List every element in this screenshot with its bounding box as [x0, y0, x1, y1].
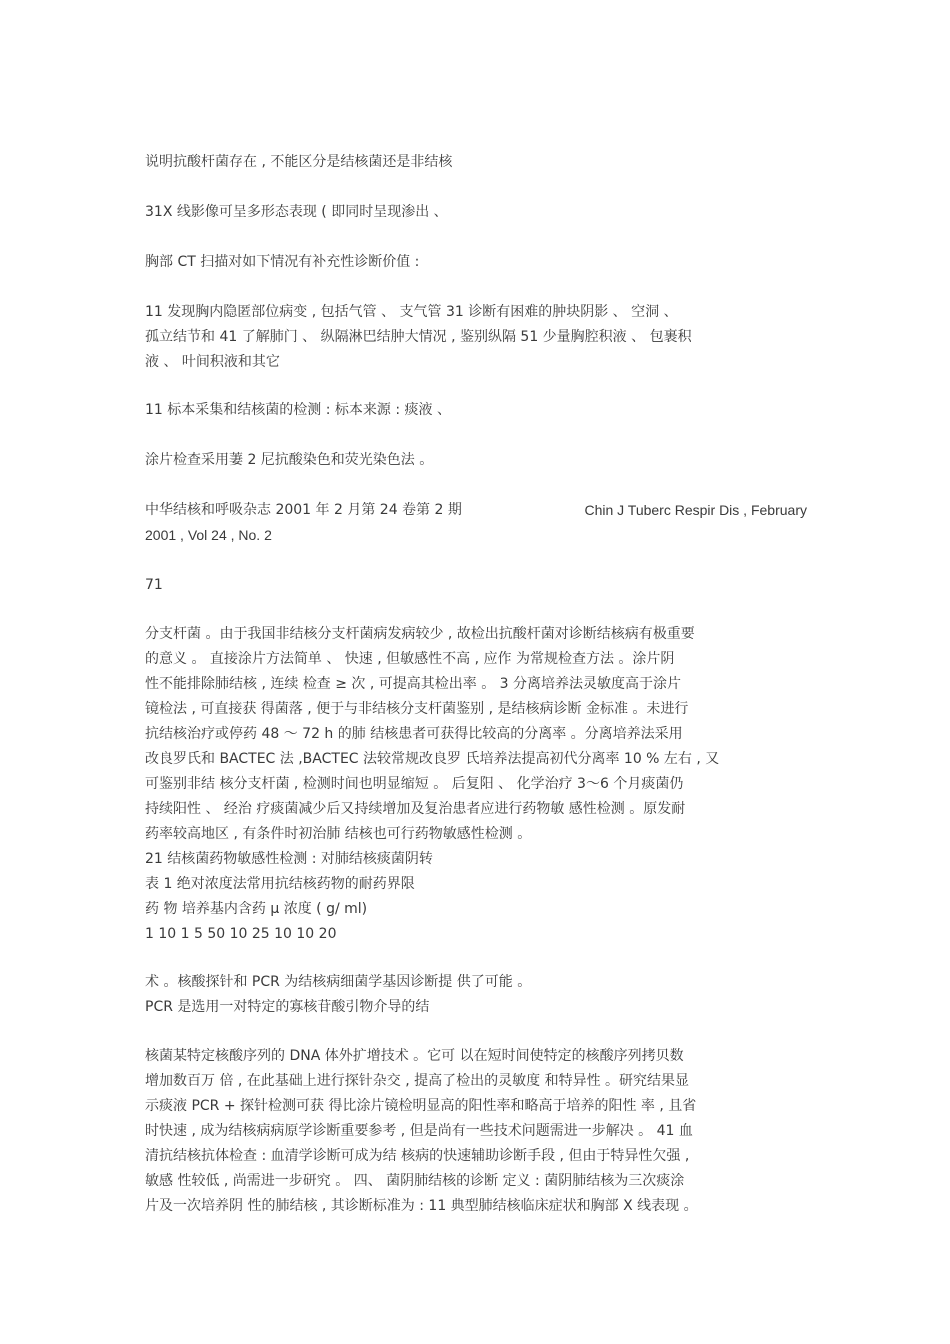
text-line: 孤立结节和 41 了解肺门 、 纵隔淋巴结肿大情况 , 鉴别纵隔 51 少量胸腔积液 、 包裹积 — [145, 329, 692, 345]
paragraph-6 — [145, 448, 807, 473]
text-line: 片及一次培养阴 性的肺结核 , 其诊断标准为 : 11 典型肺结核临床症状和胸部 X 线表现 。 — [145, 1198, 698, 1214]
text-line: 持续阳性 、 经治 疗痰菌减少后又持续增加及复治患者应进行药物敏 感性检测 。原发耐 — [145, 801, 686, 817]
text-line: 11 标本采集和结核菌的检测 : 标本来源 : 痰液 、 — [145, 402, 451, 418]
text-line: 胸部 CT 扫描对如下情况有补充性诊断价值 : — [145, 254, 420, 270]
paragraph-2 — [145, 200, 807, 225]
journal-citation-volume: 2001 , Vol 24 , No. 2 — [145, 527, 272, 543]
journal-citation-english: Chin J Tuberc Respir Dis , February — [584, 502, 807, 518]
text-line: PCR 是选用一对特定的寡核苷酸引物介导的结 — [145, 999, 430, 1015]
text-line: 术 。核酸探针和 PCR 为结核病细菌学基因诊断提 供了可能 。 — [145, 974, 532, 990]
text-line: 清抗结核抗体检查 : 血清学诊断可成为结 核病的快速辅助诊断手段 , 但由于特异性欠强 , — [145, 1148, 690, 1164]
text-line: 31X 线影像可呈多形态表现 ( 即同时呈现渗出 、 — [145, 204, 448, 220]
paragraph-8 — [145, 970, 807, 1020]
paragraph-1 — [145, 150, 807, 175]
paragraph-4 — [145, 300, 807, 375]
text-line: 11 发现胸内隐匿部位病变 , 包括气管 、 支气管 31 诊断有困难的肿块阴影 、 空洞 、 — [145, 304, 678, 320]
page-number — [145, 573, 807, 598]
text-line: 敏感 性较低 , 尚需进一步研究 。 四、 菌阴肺结核的诊断 定义 : 菌阴肺结核为三次痰涂 — [145, 1173, 685, 1189]
text-line: 药率较高地区 , 有条件时初治肺 结核也可行药物敏感性检测 。 — [145, 826, 532, 842]
text-line: 增加数百万 倍 , 在此基础上进行探针杂交 , 提高了检出的灵敏度 和特异性 。研究结果显 — [145, 1073, 690, 1089]
text-line: 改良罗氏和 BACTEC 法 ,BACTEC 法较常规改良罗 氏培养法提高初代分离率 10 % 左右 , 又 — [145, 751, 720, 767]
paragraph-9 — [145, 1044, 807, 1219]
text-line: 21 结核菌药物敏感性检测 : 对肺结核痰菌阴转 — [145, 851, 433, 867]
paragraph-7 — [145, 622, 807, 947]
text-line: 分支杆菌 。由于我国非结核分支杆菌病发病较少 , 故检出抗酸杆菌对诊断结核病有极重要 — [145, 626, 695, 642]
table-values: 1 10 1 5 50 10 25 10 10 20 — [145, 926, 337, 942]
journal-header — [145, 498, 807, 548]
text-line: 说明抗酸杆菌存在 , 不能区分是结核菌还是非结核 — [145, 154, 453, 170]
text-line: 可鉴别非结 核分支杆菌 , 检测时间也明显缩短 。 后复阳 、 化学治疗 3～6 个月痰菌仍 — [145, 776, 684, 792]
text-line: 抗结核治疗或停药 48 ～ 72 h 的肺 结核患者可获得比较高的分离率 。分离培养法采用 — [145, 726, 683, 742]
paragraph-5 — [145, 398, 807, 423]
text-line: 时快速 , 成为结核病病原学诊断重要参考 , 但是尚有一些技术问题需进一步解决 。 41 血 — [145, 1123, 693, 1139]
text-line: 性不能排除肺结核 , 连续 检查 ≥ 次 , 可提高其检出率 。 3 分离培养法灵敏度高于涂片 — [145, 676, 682, 692]
text-line: 镜检法 , 可直接获 得菌落 , 便于与非结核分支杆菌鉴别 , 是结核病诊断 金标准 。未进行 — [145, 701, 689, 717]
text-line: 的意义 。 直接涂片方法简单 、 快速 , 但敏感性不高 , 应作 为常规检查方法 。涂片阴 — [145, 651, 675, 667]
text-line: 涂片检查采用萋 2 尼抗酸染色和荧光染色法 。 — [145, 452, 434, 468]
text-line: 核菌某特定核酸序列的 DNA 体外扩增技术 。它可 以在短时间使特定的核酸序列拷贝数 — [145, 1048, 684, 1064]
table-caption: 表 1 绝对浓度法常用抗结核药物的耐药界限 — [145, 876, 415, 892]
text-line: 液 、 叶间积液和其它 — [145, 354, 280, 370]
journal-citation-line — [145, 498, 807, 523]
journal-citation-chinese: 中华结核和呼吸杂志 2001 年 2 月第 24 卷第 2 期 — [145, 502, 462, 518]
text-line: 示痰液 PCR + 探针检测可获 得比涂片镜检明显高的阳性率和略高于培养的阳性 率 , 且省 — [145, 1098, 697, 1114]
page-number-text: 71 — [145, 577, 163, 593]
table-header: 药 物 培养基内含药 μ 浓度 ( g/ ml) — [145, 901, 368, 917]
paragraph-3 — [145, 250, 807, 275]
